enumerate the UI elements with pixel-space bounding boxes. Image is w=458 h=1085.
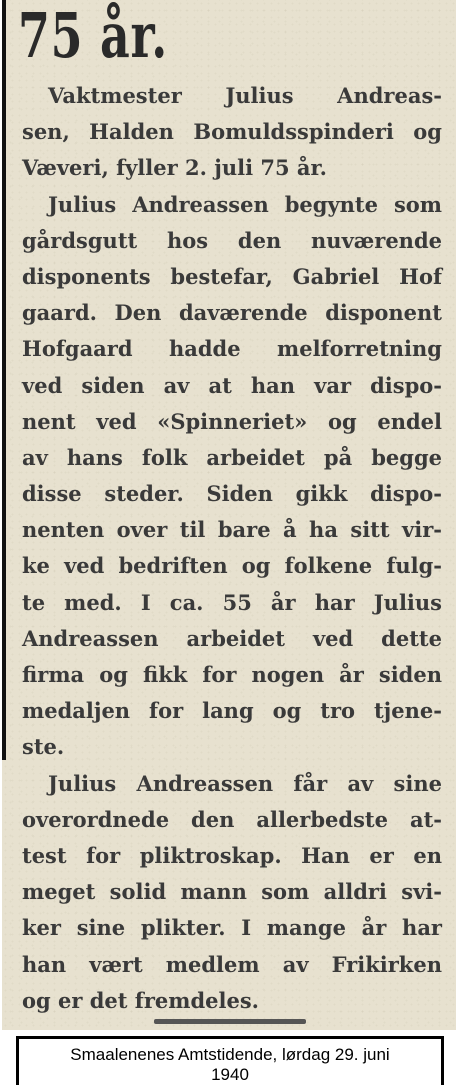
article-line: gårdsgutt hos den nuværende [22,227,442,253]
article-line: test for pliktroskap. Han er en [22,842,442,868]
article-line: medaljen for lang og tro tjene- [22,698,442,724]
article-line: Væveri, fyller 2. juli 75 år. [22,155,327,181]
article-line: disponents bestefar, Gabriel Hof [22,263,442,289]
article-line: ker sine plikter. I mange år har [22,915,442,941]
article-line: ved siden av at han var dispo- [22,372,442,398]
article-line: ste. [22,734,65,760]
headline: 75 år. [18,0,168,72]
article-line: og er det fremdeles. [22,987,259,1013]
article-line: disse steder. Siden gikk dispo- [22,481,442,507]
article-line: Andreassen arbeidet ved dette [22,625,442,651]
article-line: meget solid mann som alldri svi- [22,879,442,905]
article-line: firma og fikk for nogen år siden [22,662,442,687]
article-line: nenten over til bare å ha sitt vir- [22,517,442,543]
article-line: Julius Andreassen får av sine [48,770,442,796]
article-line: Vaktmester Julius Andreas- [48,83,442,108]
article-line: te med. I ca. 55 år har Julius [22,589,442,615]
article-line: nent ved «Spinneriet» og endel [22,408,442,434]
caption-line-2: 1940 [211,1065,249,1084]
article-body [22,78,442,1019]
article-line: overordnede den allerbedste at- [22,806,442,832]
newspaper-clipping [2,0,456,1030]
article-line: gaard. Den daværende disponent [22,300,442,326]
article-line: han vært medlem av Frikirken [22,951,442,977]
article-line: av hans folk arbeidet på begge [22,444,442,470]
article-line: sen, Halden Bomuldsspinderi og [22,119,442,145]
column-rule [2,0,6,760]
article-line: Hofgaard hadde melforretning [22,336,442,362]
caption-line-1: Smaalenenes Amtstidende, lørdag 29. juni [70,1045,390,1064]
source-caption [16,1036,444,1085]
article-line: ke ved bedriften og folkene fulg- [22,553,442,579]
end-divider [154,1019,306,1024]
article-line: Julius Andreassen begynte som [48,191,442,217]
